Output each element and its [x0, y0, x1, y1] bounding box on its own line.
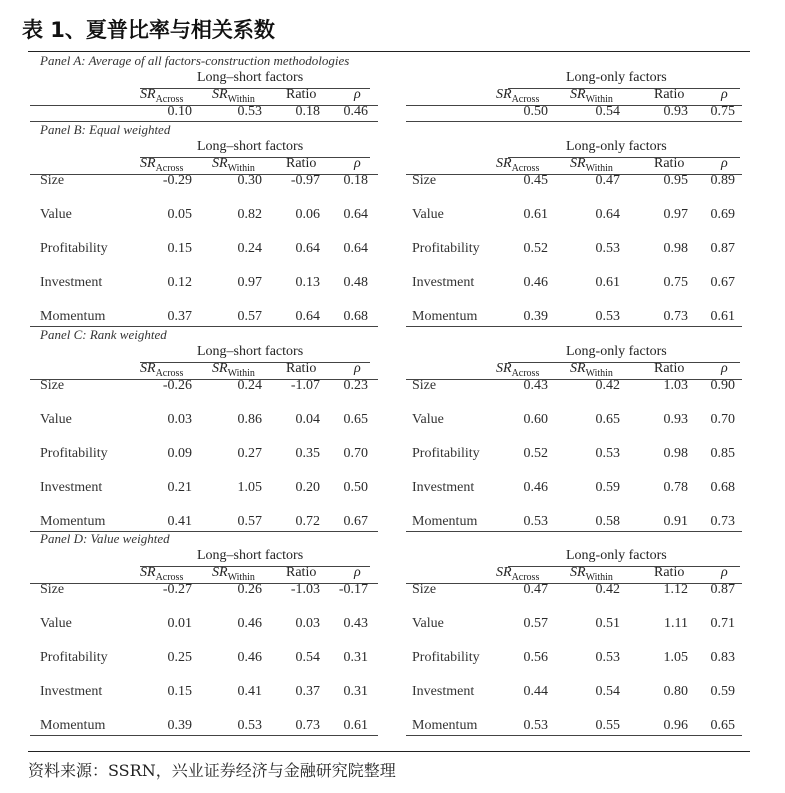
panel-d-ls-value: 0.73: [295, 718, 320, 733]
panel-d-ls-row-label: Momentum: [40, 718, 106, 733]
panel-d-lo-value: 0.54: [595, 684, 620, 699]
panel-a-lo-value: 0.50: [523, 104, 548, 119]
panel-c-lo-rho-header: ρ: [721, 361, 728, 376]
panel-c-lo-value: 1.03: [663, 378, 688, 393]
panel-d-ls-value: 0.31: [343, 684, 368, 699]
panel-a-label: Panel A: Average of all factors-construction methodologies: [40, 53, 350, 68]
panel-c-ls-value: 0.86: [237, 412, 262, 427]
panel-d-ls-bottom: [30, 735, 378, 736]
panel-a-lo-value: 0.75: [710, 104, 735, 119]
bottom-rule: [28, 751, 750, 752]
panel-b-ls-value: -0.97: [290, 173, 320, 188]
panel-a-lo-group-rule: [508, 88, 740, 89]
panel-c-lo-value: 0.46: [523, 480, 548, 495]
panel-d-lo-row-label: Investment: [412, 684, 475, 699]
panel-d-ls-value: 0.37: [295, 684, 320, 699]
panel-d-ls-value: 0.43: [343, 616, 368, 631]
panel-d-ls-value: 0.26: [237, 582, 262, 597]
panel-d-ls-value: 0.31: [343, 650, 368, 665]
panel-d-lo-bottom: [406, 735, 742, 736]
panel-d-lo-value: 0.55: [595, 718, 620, 733]
panel-d-ls-value: 0.25: [167, 650, 192, 665]
panel-d-ls-value: 0.01: [167, 616, 192, 631]
panel-b-ls-value: 0.15: [167, 241, 192, 256]
panel-b-ls-value: 0.48: [343, 275, 368, 290]
panel-d-lo-row-label: Momentum: [412, 718, 478, 733]
panel-d-long-short-header: Long–short factors: [197, 548, 304, 563]
panel-d-ls-value: 0.54: [295, 650, 320, 665]
panel-b-lo-value: 0.46: [523, 275, 548, 290]
panel-b-lo-row-label: Profitability: [412, 241, 480, 256]
panel-d-lo-value: 0.53: [523, 718, 548, 733]
panel-a-ls-sr-across-header: $SR_{Across}$: [140, 87, 184, 105]
panel-c-lo-ratio-header: Ratio: [654, 361, 685, 376]
panel-d-lo-value: 1.11: [664, 616, 688, 631]
panel-b-ls-value: 0.97: [237, 275, 262, 290]
panel-c-ls-value: 0.27: [237, 446, 262, 461]
panel-d-lo-row-label: Size: [412, 582, 437, 597]
panel-c-lo-value: 0.65: [595, 412, 620, 427]
panel-d-lo-sr-within-header: $SR_{Within}$: [570, 565, 613, 583]
panel-d-lo-value: 0.87: [710, 582, 735, 597]
panel-b-lo-row-label: Size: [412, 173, 437, 188]
panel-c-lo-value: 0.52: [523, 446, 548, 461]
panel-c-ls-value: 0.24: [237, 378, 262, 393]
panel-d-ls-value: 0.41: [237, 684, 262, 699]
panel-b-lo-row-label: Momentum: [412, 309, 478, 324]
panel-c-lo-value: 0.70: [710, 412, 735, 427]
panel-d-lo-value: 0.80: [663, 684, 688, 699]
panel-b-ls-value: 0.64: [295, 241, 320, 256]
panel-d-lo-row-label: Value: [412, 616, 444, 631]
panel-c-lo-row-label: Profitability: [412, 446, 480, 461]
panel-a-ls-sr-within-header: $SR_{Within}$: [212, 87, 255, 105]
panel-c-ls-value: -1.07: [290, 378, 320, 393]
panel-d-lo-value: 0.44: [523, 684, 548, 699]
panel-c-ls-rho-header: ρ: [354, 361, 361, 376]
panel-c-ls-value: 0.21: [167, 480, 192, 495]
panel-d-lo-value: 0.47: [523, 582, 548, 597]
panel-d-ls-value: -1.03: [290, 582, 320, 597]
panel-d-ls-row-label: Value: [40, 616, 72, 631]
panel-b-ls-sr-across-header: $SR_{Across}$: [140, 156, 184, 174]
panel-c-lo-row-label: Investment: [412, 480, 475, 495]
panel-a-long-short-header: Long–short factors: [197, 70, 304, 85]
panel-c-lo-value: 0.93: [663, 412, 688, 427]
panel-c-lo-value: 0.91: [663, 514, 688, 529]
panel-a-ls-value: 0.53: [237, 104, 262, 119]
panel-d-lo-value: 0.53: [595, 650, 620, 665]
panel-a-lo-ratio-header: Ratio: [654, 87, 685, 102]
panel-c-lo-row-label: Momentum: [412, 514, 478, 529]
panel-a-lo-sr-across-header: $SR_{Across}$: [496, 87, 540, 105]
panel-b-lo-value: 0.61: [523, 207, 548, 222]
panel-c-lo-value: 0.73: [710, 514, 735, 529]
panel-d-lo-value: 1.12: [663, 582, 688, 597]
panel-b-ls-value: 0.64: [343, 241, 368, 256]
panel-c-lo-value: 0.53: [595, 446, 620, 461]
panel-c-long-only-header: Long-only factors: [566, 344, 667, 359]
panel-b-ls-rho-header: ρ: [354, 156, 361, 171]
panel-a-ls-ratio-header: Ratio: [286, 87, 317, 102]
panel-d-ls-row-label: Investment: [40, 684, 103, 699]
panel-d-ls-ratio-header: Ratio: [286, 565, 317, 580]
panel-d-lo-ratio-header: Ratio: [654, 565, 685, 580]
panel-d-lo-value: 0.83: [710, 650, 735, 665]
panel-b-lo-value: 0.89: [710, 173, 735, 188]
panel-b-lo-value: 0.97: [663, 207, 688, 222]
panel-c-ls-value: 0.35: [295, 446, 320, 461]
panel-a-lo-rho-header: ρ: [721, 87, 728, 102]
panel-c-ls-value: 0.41: [167, 514, 192, 529]
panel-b-ls-row-label: Value: [40, 207, 72, 222]
panel-b-lo-row-label: Value: [412, 207, 444, 222]
panel-b-ls-value: 0.37: [167, 309, 192, 324]
panel-c-ls-sr-across-header: $SR_{Across}$: [140, 361, 184, 379]
panel-c-lo-row-label: Size: [412, 378, 437, 393]
panel-b-ls-value: 0.57: [237, 309, 262, 324]
panel-b-ls-value: 0.24: [237, 241, 262, 256]
panel-d-lo-rho-header: ρ: [721, 565, 728, 580]
panel-b-ls-value: 0.64: [295, 309, 320, 324]
panel-d-ls-value: 0.46: [237, 650, 262, 665]
panel-c-lo-value: 0.53: [523, 514, 548, 529]
panel-c-lo-value: 0.60: [523, 412, 548, 427]
panel-b-lo-value: 0.87: [710, 241, 735, 256]
panel-b-ls-value: 0.05: [167, 207, 192, 222]
panel-c-ls-value: 0.04: [295, 412, 320, 427]
panel-c-lo-sr-across-header: $SR_{Across}$: [496, 361, 540, 379]
panel-b-ls-value: 0.12: [167, 275, 192, 290]
panel-c-ls-value: 0.57: [237, 514, 262, 529]
panel-d-label: Panel D: Value weighted: [40, 531, 170, 546]
panel-c-ls-value: 0.70: [343, 446, 368, 461]
panel-c-ls-row-label: Size: [40, 378, 65, 393]
panel-d-lo-value: 0.56: [523, 650, 548, 665]
panel-a-ls-value: 0.18: [295, 104, 320, 119]
panel-d-ls-row-label: Profitability: [40, 650, 108, 665]
panel-d-ls-rho-header: ρ: [354, 565, 361, 580]
panel-a-long-only-header: Long-only factors: [566, 70, 667, 85]
panel-d-ls-value: 0.46: [237, 616, 262, 631]
panel-d-lo-value: 0.51: [595, 616, 620, 631]
panel-b-lo-value: 0.61: [595, 275, 620, 290]
panel-c-ls-value: 0.65: [343, 412, 368, 427]
panel-c-ls-ratio-header: Ratio: [286, 361, 317, 376]
panel-c-lo-sr-within-header: $SR_{Within}$: [570, 361, 613, 379]
panel-b-lo-value: 0.95: [663, 173, 688, 188]
panel-c-ls-value: 0.72: [295, 514, 320, 529]
panel-c-lo-bottom: [406, 531, 742, 532]
panel-c-ls-row-label: Momentum: [40, 514, 106, 529]
panel-d-ls-row-label: Size: [40, 582, 65, 597]
panel-d-lo-value: 0.42: [595, 582, 620, 597]
panel-b-ls-value: -0.29: [162, 173, 192, 188]
panel-b-lo-ratio-header: Ratio: [654, 156, 685, 171]
panel-c-ls-value: -0.26: [162, 378, 192, 393]
panel-c-ls-row-label: Profitability: [40, 446, 108, 461]
table-title: 表 1、夏普比率与相关系数: [22, 18, 275, 42]
panel-d-lo-value: 0.59: [710, 684, 735, 699]
panel-c-ls-row-label: Value: [40, 412, 72, 427]
panel-d-lo-value: 0.65: [710, 718, 735, 733]
panel-c-lo-value: 0.85: [710, 446, 735, 461]
panel-b-lo-sr-across-header: $SR_{Across}$: [496, 156, 540, 174]
panel-d-long-only-header: Long-only factors: [566, 548, 667, 563]
panel-b-ls-row-label: Investment: [40, 275, 103, 290]
panel-d-ls-sr-within-header: $SR_{Within}$: [212, 565, 255, 583]
panel-c-lo-value: 0.90: [710, 378, 735, 393]
panel-d-ls-value: -0.17: [338, 582, 368, 597]
panel-d-ls-value: 0.61: [343, 718, 368, 733]
panel-b-lo-value: 0.75: [663, 275, 688, 290]
panel-c-ls-value: 1.05: [237, 480, 262, 495]
panel-a-ls-value: 0.10: [167, 104, 192, 119]
panel-d-ls-sr-across-header: $SR_{Across}$: [140, 565, 184, 583]
panel-b-lo-row-label: Investment: [412, 275, 475, 290]
panel-d-lo-value: 1.05: [663, 650, 688, 665]
panel-b-lo-value: 0.67: [710, 275, 735, 290]
panel-c-lo-value: 0.43: [523, 378, 548, 393]
panel-c-lo-value: 0.68: [710, 480, 735, 495]
panel-c-lo-value: 0.78: [663, 480, 688, 495]
panel-b-long-only-header: Long-only factors: [566, 139, 667, 154]
panel-c-ls-value: 0.67: [343, 514, 368, 529]
panel-b-lo-value: 0.98: [663, 241, 688, 256]
panel-b-ls-value: 0.64: [343, 207, 368, 222]
panel-b-ls-ratio-header: Ratio: [286, 156, 317, 171]
panel-a-lo-sr-within-header: $SR_{Within}$: [570, 87, 613, 105]
panel-c-lo-value: 0.58: [595, 514, 620, 529]
panel-d-lo-value: 0.96: [663, 718, 688, 733]
panel-c-lo-value: 0.59: [595, 480, 620, 495]
panel-b-ls-row-label: Size: [40, 173, 65, 188]
panel-d-ls-value: -0.27: [162, 582, 192, 597]
panel-b-lo-value: 0.53: [595, 241, 620, 256]
panel-d-lo-sr-across-header: $SR_{Across}$: [496, 565, 540, 583]
panel-a-lo-value: 0.54: [595, 104, 620, 119]
panel-b-lo-bottom: [406, 326, 742, 327]
panel-c-lo-row-label: Value: [412, 412, 444, 427]
panel-c-long-short-header: Long–short factors: [197, 344, 304, 359]
panel-b-label: Panel B: Equal weighted: [40, 122, 171, 137]
panel-b-ls-row-label: Profitability: [40, 241, 108, 256]
panel-c-ls-value: 0.50: [343, 480, 368, 495]
panel-b-lo-value: 0.53: [595, 309, 620, 324]
panel-b-ls-value: 0.82: [237, 207, 262, 222]
panel-d-lo-group-rule: [508, 566, 740, 567]
source-note: 资料来源：SSRN，兴业证券经济与金融研究院整理: [28, 761, 396, 780]
panel-c-ls-sr-within-header: $SR_{Within}$: [212, 361, 255, 379]
panel-b-lo-group-rule: [508, 157, 740, 158]
panel-c-ls-value: 0.20: [295, 480, 320, 495]
panel-d-lo-row-label: Profitability: [412, 650, 480, 665]
panel-b-lo-value: 0.64: [595, 207, 620, 222]
panel-d-ls-value: 0.03: [295, 616, 320, 631]
panel-b-lo-value: 0.61: [710, 309, 735, 324]
panel-c-lo-value: 0.42: [595, 378, 620, 393]
panel-a-ls-rho-header: ρ: [354, 87, 361, 102]
top-rule: [28, 51, 750, 52]
panel-a-lo-value: 0.93: [663, 104, 688, 119]
panel-c-lo-group-rule: [508, 362, 740, 363]
panel-b-ls-value: 0.18: [343, 173, 368, 188]
panel-d-lo-value: 0.71: [710, 616, 735, 631]
panel-b-ls-sr-within-header: $SR_{Within}$: [212, 156, 255, 174]
panel-b-ls-value: 0.30: [237, 173, 262, 188]
panel-d-ls-value: 0.39: [167, 718, 192, 733]
panel-c-label: Panel C: Rank weighted: [40, 327, 167, 342]
panel-c-ls-value: 0.23: [343, 378, 368, 393]
panel-b-lo-value: 0.73: [663, 309, 688, 324]
panel-d-ls-value: 0.53: [237, 718, 262, 733]
panel-b-lo-rho-header: ρ: [721, 156, 728, 171]
panel-d-ls-value: 0.15: [167, 684, 192, 699]
panel-b-lo-value: 0.39: [523, 309, 548, 324]
panel-b-lo-value: 0.47: [595, 173, 620, 188]
panel-b-lo-value: 0.69: [710, 207, 735, 222]
panel-a-ls-value: 0.46: [343, 104, 368, 119]
panel-d-lo-value: 0.57: [523, 616, 548, 631]
panel-c-lo-value: 0.98: [663, 446, 688, 461]
panel-b-lo-sr-within-header: $SR_{Within}$: [570, 156, 613, 174]
panel-c-ls-row-label: Investment: [40, 480, 103, 495]
panel-a-lo-bottom: [406, 121, 742, 122]
panel-b-ls-row-label: Momentum: [40, 309, 106, 324]
panel-b-ls-value: 0.13: [295, 275, 320, 290]
panel-b-ls-value: 0.06: [295, 207, 320, 222]
panel-b-lo-value: 0.52: [523, 241, 548, 256]
panel-c-ls-value: 0.03: [167, 412, 192, 427]
panel-c-ls-value: 0.09: [167, 446, 192, 461]
panel-b-ls-value: 0.68: [343, 309, 368, 324]
panel-b-lo-value: 0.45: [523, 173, 548, 188]
panel-b-long-short-header: Long–short factors: [197, 139, 304, 154]
